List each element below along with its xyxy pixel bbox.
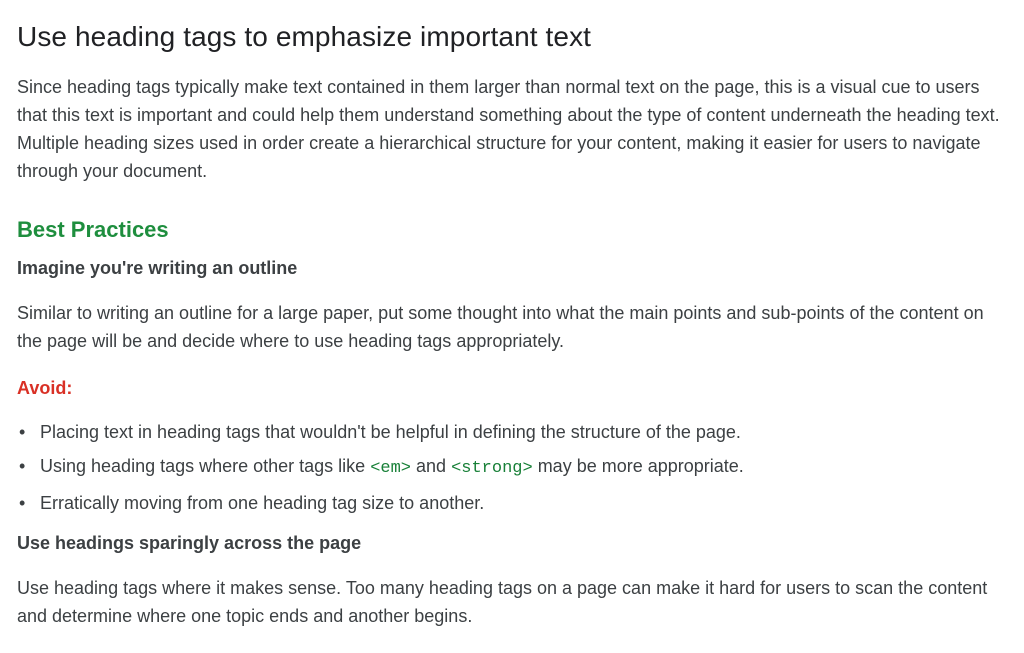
bullet-icon: •: [19, 456, 26, 476]
intro-paragraph: Since heading tags typically make text contained in them larger than normal text on the page, this is a visual cue to users that this text is important and could help them understand something about the type of content underneath the heading text. Multiple heading sizes used in order create a hierarchical structure for your content, making it easier for users to navigate through your document.: [17, 77, 1000, 181]
avoid-label: Avoid:: [17, 378, 73, 398]
sparingly-subheading: Use headings sparingly across the page: [17, 533, 362, 553]
page-title: Use heading tags to emphasize important text: [17, 21, 592, 52]
avoid-list-item: [17, 418, 1000, 446]
outline-subheading: Imagine you're writing an outline: [17, 258, 298, 278]
sparingly-paragraph: Use heading tags where it makes sense. Too many heading tags on a page can make it hard for users to scan the content and determine where one topic ends and another begins.: [17, 578, 988, 626]
best-practices-heading: Best Practices: [17, 217, 169, 242]
avoid-list-item: [17, 452, 1000, 483]
avoid-item-text: Placing text in heading tags that wouldn't be helpful in defining the structure of the page.: [40, 422, 741, 442]
bullet-icon: •: [19, 493, 26, 513]
avoid-item-text-before: Using heading tags where other tags like: [40, 456, 371, 476]
avoid-item-text: Erratically moving from one heading tag size to another.: [40, 493, 485, 513]
avoid-list: [17, 418, 1000, 517]
em-tag-code: <em>: [370, 459, 412, 478]
outline-paragraph: Similar to writing an outline for a large paper, put some thought into what the main points and sub-points of the content on the page will be and decide where to use heading tags appropriately.: [17, 303, 984, 351]
strong-tag-code: <strong>: [451, 459, 533, 478]
avoid-item-text-middle: and: [411, 456, 452, 476]
avoid-item-text-after: may be more appropriate.: [532, 456, 744, 476]
bullet-icon: •: [19, 422, 26, 442]
avoid-list-item: [17, 489, 1000, 517]
